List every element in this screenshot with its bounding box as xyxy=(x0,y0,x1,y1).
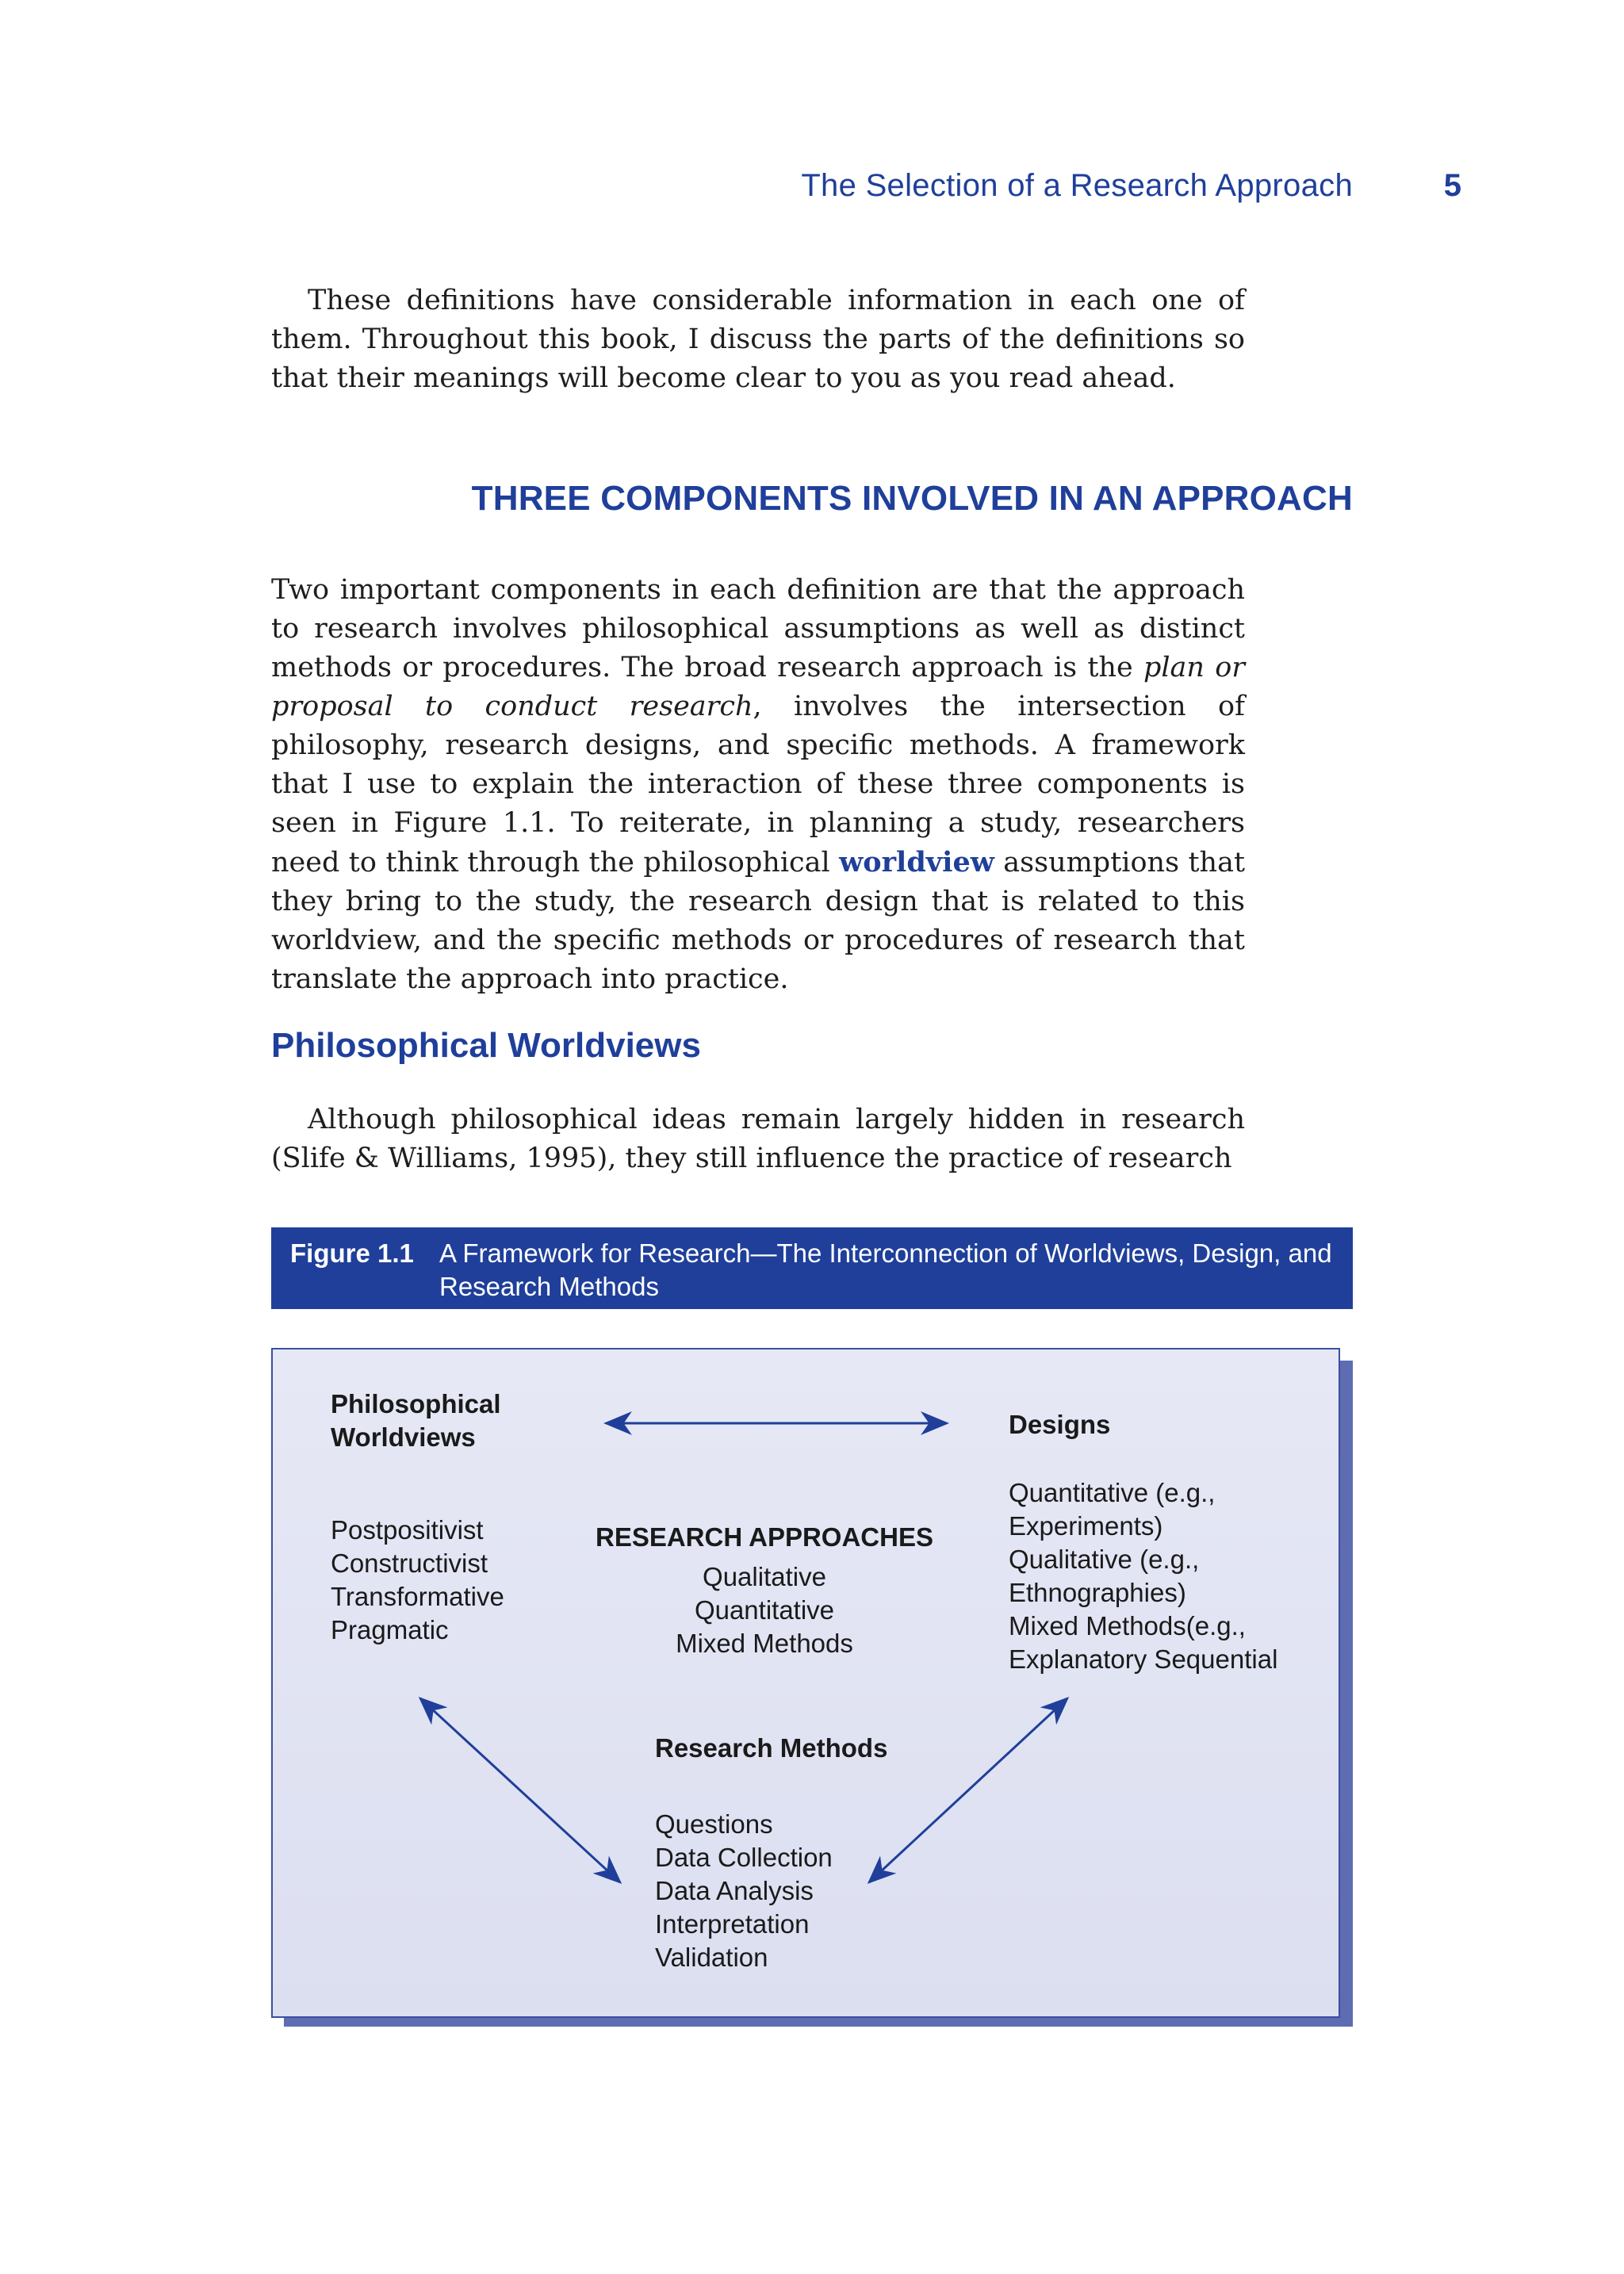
worldview-item: Postpositivist xyxy=(331,1515,484,1545)
arrow-worldviews-methods xyxy=(420,1698,620,1882)
figure-diagram xyxy=(271,1348,1340,2018)
approach-item: Quantitative xyxy=(694,1595,835,1625)
figure-title: A Framework for Research—The Interconnection of Worldviews, Design, and Research Methods xyxy=(439,1238,1332,1301)
figure-caption xyxy=(271,1227,1353,1309)
paragraph-worldviews xyxy=(271,1101,1245,1178)
paragraph-components-text-c: assumptions that they bring to the study, the research design that is related to this worldview, and the specific methods or procedures of research that translate the approach into practice. xyxy=(271,847,1246,995)
approach-item: Qualitative xyxy=(703,1562,826,1591)
worldview-item: Transformative xyxy=(331,1582,504,1611)
methods-list xyxy=(655,1808,833,1974)
method-item: Data Analysis xyxy=(655,1876,814,1905)
design-item: Mixed Methods(e.g., xyxy=(1009,1611,1246,1640)
design-item: Qualitative (e.g., xyxy=(1009,1545,1200,1574)
designs-list xyxy=(1009,1476,1277,1676)
paragraph-components-text-b: , involves the intersection of philosophy, research designs, and specific methods. A framework that I use to explain the interaction of these three components is seen in Figure 1.1. To reiterate, in planning a study, researchers need to think through the philosophical xyxy=(271,691,1245,879)
method-item: Validation xyxy=(655,1943,768,1972)
approach-item: Mixed Methods xyxy=(676,1629,853,1658)
approaches-list xyxy=(586,1560,943,1660)
approaches-heading: RESEARCH APPROACHES xyxy=(595,1522,933,1552)
design-item: Explanatory Sequential xyxy=(1009,1644,1278,1674)
method-item: Data Collection xyxy=(655,1843,833,1872)
paragraph-definitions xyxy=(271,281,1245,398)
worldviews-list xyxy=(331,1514,504,1647)
figure-label: Figure 1.1 xyxy=(290,1238,414,1268)
page-number: 5 xyxy=(1443,168,1461,203)
designs-heading: Designs xyxy=(1009,1410,1111,1439)
design-item: Experiments) xyxy=(1009,1511,1163,1541)
subsection-heading: Philosophical Worldviews xyxy=(271,1026,701,1065)
paragraph-definitions-text: These definitions have considerable information in each one of them. Throughout this book, I discuss the parts of the definitions so that their meanings will become clear to you as you read ahead. xyxy=(271,285,1245,394)
methods-heading: Research Methods xyxy=(655,1733,888,1763)
paragraph-components xyxy=(271,571,1245,999)
worldviews-heading-line2: Worldviews xyxy=(331,1422,476,1452)
design-item: Ethnographies) xyxy=(1009,1578,1186,1607)
paragraph-components-text-a: Two important components in each definition are that the approach to research involves philosophical assumptions as well as distinct methods or procedures. The broad research approach is the xyxy=(271,574,1245,683)
paragraph-worldviews-text: Although philosophical ideas remain largely hidden in research (Slife & Williams, 1995), they still influence the practice of research xyxy=(271,1104,1245,1174)
worldview-item: Constructivist xyxy=(331,1549,488,1578)
method-item: Interpretation xyxy=(655,1909,810,1939)
method-item: Questions xyxy=(655,1809,773,1839)
running-head: The Selection of a Research Approach xyxy=(801,168,1353,203)
paragraph-components-italic: plan or proposal to conduct research xyxy=(271,652,1246,722)
worldview-term: worldview xyxy=(839,846,994,879)
worldview-item: Pragmatic xyxy=(331,1615,449,1644)
design-item: Quantitative (e.g., xyxy=(1009,1478,1216,1507)
arrow-designs-methods xyxy=(869,1698,1067,1882)
section-heading: THREE COMPONENTS INVOLVED IN AN APPROACH xyxy=(471,479,1353,518)
worldviews-heading xyxy=(331,1388,501,1454)
worldviews-heading-line1: Philosophical xyxy=(331,1389,501,1418)
